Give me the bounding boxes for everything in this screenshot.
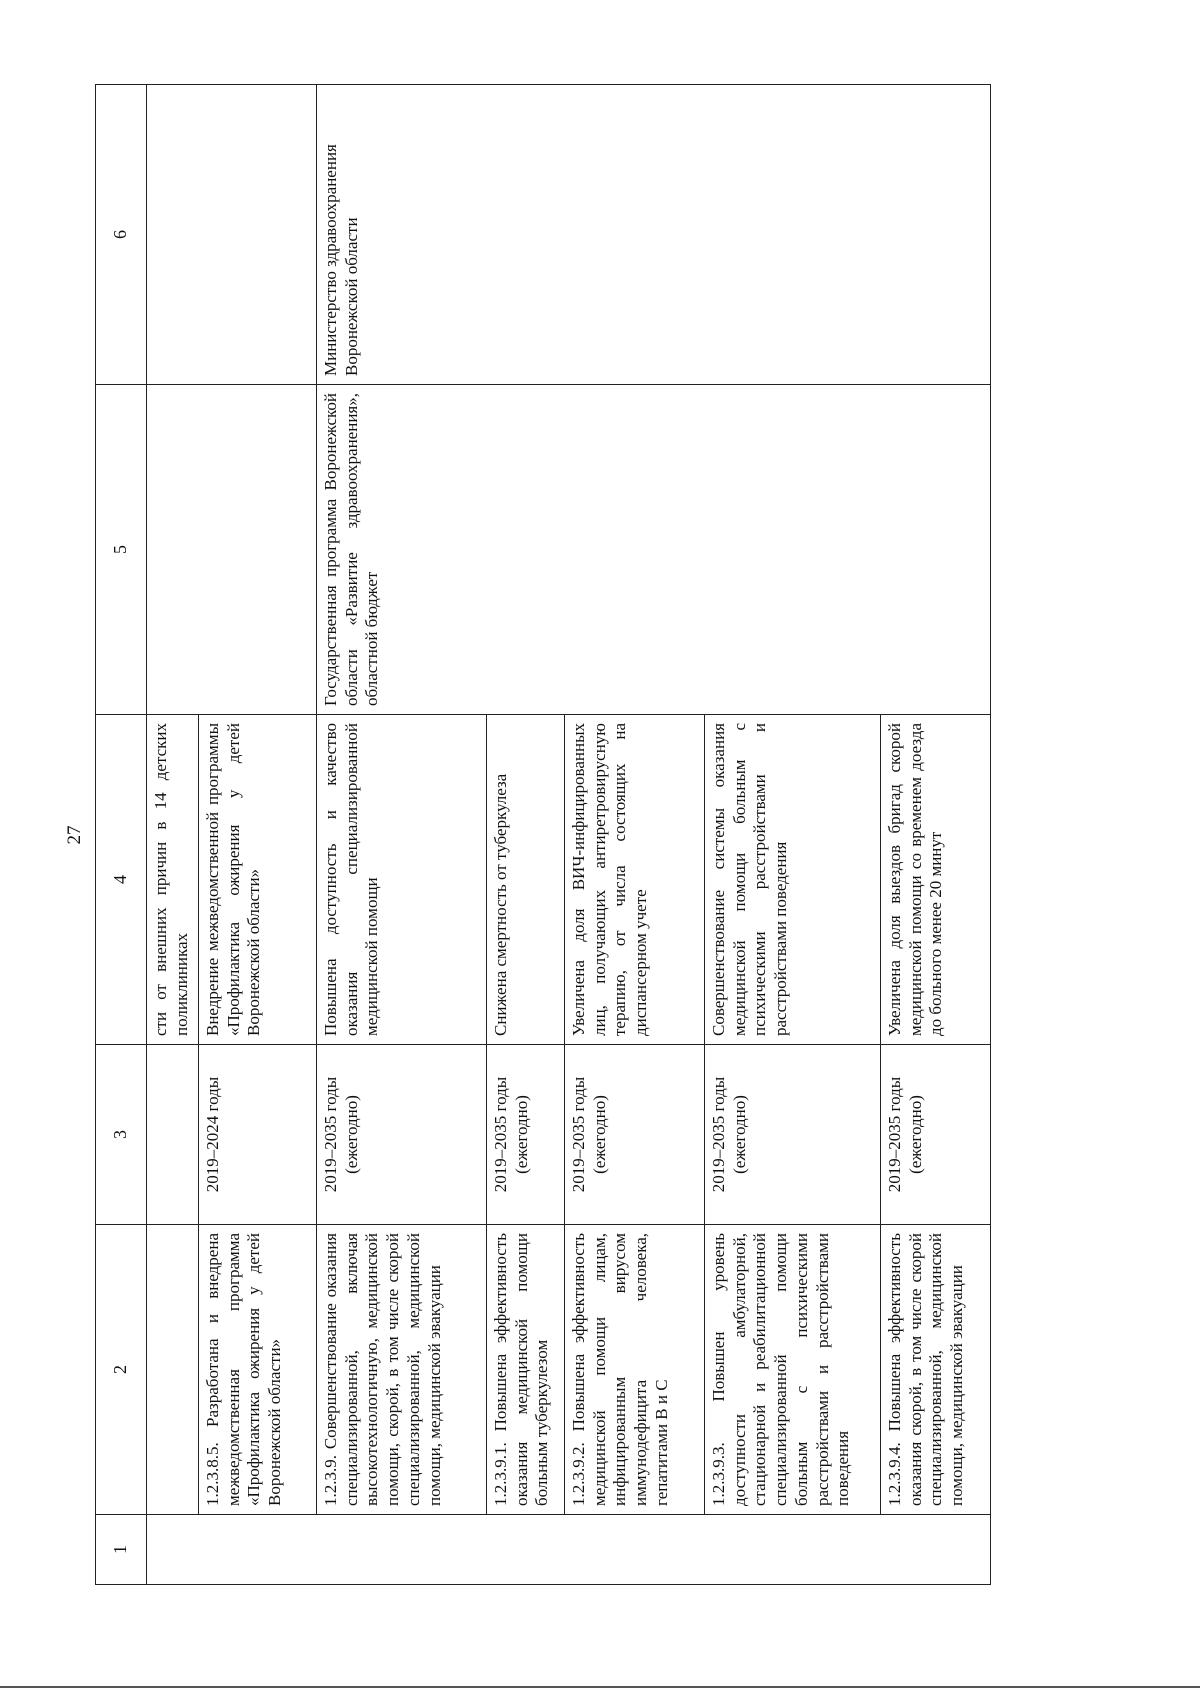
- result-cell: Совершенствование системы оказания медицинской помощи больным с психическими расстройствами и расстройствами поведения: [705, 715, 881, 1045]
- period-cell: 2019–2035 годы (ежегодно): [565, 1045, 705, 1225]
- period-cell: 2019–2024 годы: [199, 1045, 317, 1225]
- plan-table: [95, 84, 991, 1585]
- period-cell: 2019–2035 годы (ежегодно): [881, 1045, 991, 1225]
- page-number: 27: [64, 825, 85, 845]
- header-cell-6: 6: [96, 85, 147, 385]
- period-cell: 2019–2035 годы (ежегодно): [705, 1045, 881, 1225]
- measure-cell: 1.2.3.8.5. Разработана и внедрена межведомственная программа «Профилактика ожирения у детей Воронежской области»: [199, 1225, 317, 1515]
- responsible-cell: Министерство здравоохранения Воронежской области: [317, 85, 991, 385]
- measure-cell: 1.2.3.9.1. Повышена эффективность оказания медицинской помощи больным туберкулезом: [487, 1225, 565, 1515]
- period-cell: 2019–2035 годы (ежегодно): [317, 1045, 487, 1225]
- bottom-rule: [0, 1686, 1200, 1688]
- result-cell: Увеличена доля выездов бригад скорой медицинской помощи со временем доезда до больного менее 20 минут: [881, 715, 991, 1045]
- measure-cell: 1.2.3.9. Совершенствование оказания специализированной, включая высокотехнологичную, медицинской помощи, скорой, в том числе скорой специализированной, медицинской помощи, медицинской эвакуации: [317, 1225, 487, 1515]
- source-cell-top: [147, 385, 317, 715]
- result-cell: Повышена доступность и качество оказания специализированной медицинской помощи: [317, 715, 487, 1045]
- header-cell-4: 4: [96, 715, 147, 1045]
- measure-cell: 1.2.3.9.2. Повышена эффективность медицинской помощи лицам, инфицированным вирусом иммунодефицита человека, гепатитами В и С: [565, 1225, 705, 1515]
- period-cell: 2019–2035 годы (ежегодно): [487, 1045, 565, 1225]
- result-cell: сти от внешних причин в 14 детских поликлиниках: [147, 715, 199, 1045]
- header-cell-5: 5: [96, 385, 147, 715]
- header-cell-3: 3: [96, 1045, 147, 1225]
- measure-cell: 1.2.3.9.3. Повышен уровень доступности амбулаторной, стационарной и реабилитационной специализированной помощи больным с психическими расстройствами и расстройствами поведения: [705, 1225, 881, 1515]
- table-row: [317, 85, 487, 1585]
- responsible-cell-top: [147, 85, 317, 385]
- col1-cell: [147, 1515, 991, 1585]
- table-row: [147, 85, 199, 1585]
- header-cell-1: 1: [96, 1515, 147, 1585]
- measure-cell: 1.2.3.9.4. Повышена эффективность оказания скорой, в том числе скорой специализированной, медицинской помощи, медицинской эвакуации: [881, 1225, 991, 1515]
- result-cell: Снижена смертность от туберкулеза: [487, 715, 565, 1045]
- result-cell: Внедрение межведомственной программы «Профилактика ожирения у детей Воронежской области»: [199, 715, 317, 1045]
- measure-cell: [147, 1225, 199, 1515]
- period-cell: [147, 1045, 199, 1225]
- header-row: [96, 85, 147, 1585]
- result-cell: Увеличена доля ВИЧ-инфицированных лиц, получающих антиретровирусную терапию, от числа состоящих на диспансерном учете: [565, 715, 705, 1045]
- rotated-table-page: [95, 85, 1095, 1585]
- header-cell-2: 2: [96, 1225, 147, 1515]
- source-cell: Государственная программа Воронежской области «Развитие здравоохранения», областной бюджет: [317, 385, 991, 715]
